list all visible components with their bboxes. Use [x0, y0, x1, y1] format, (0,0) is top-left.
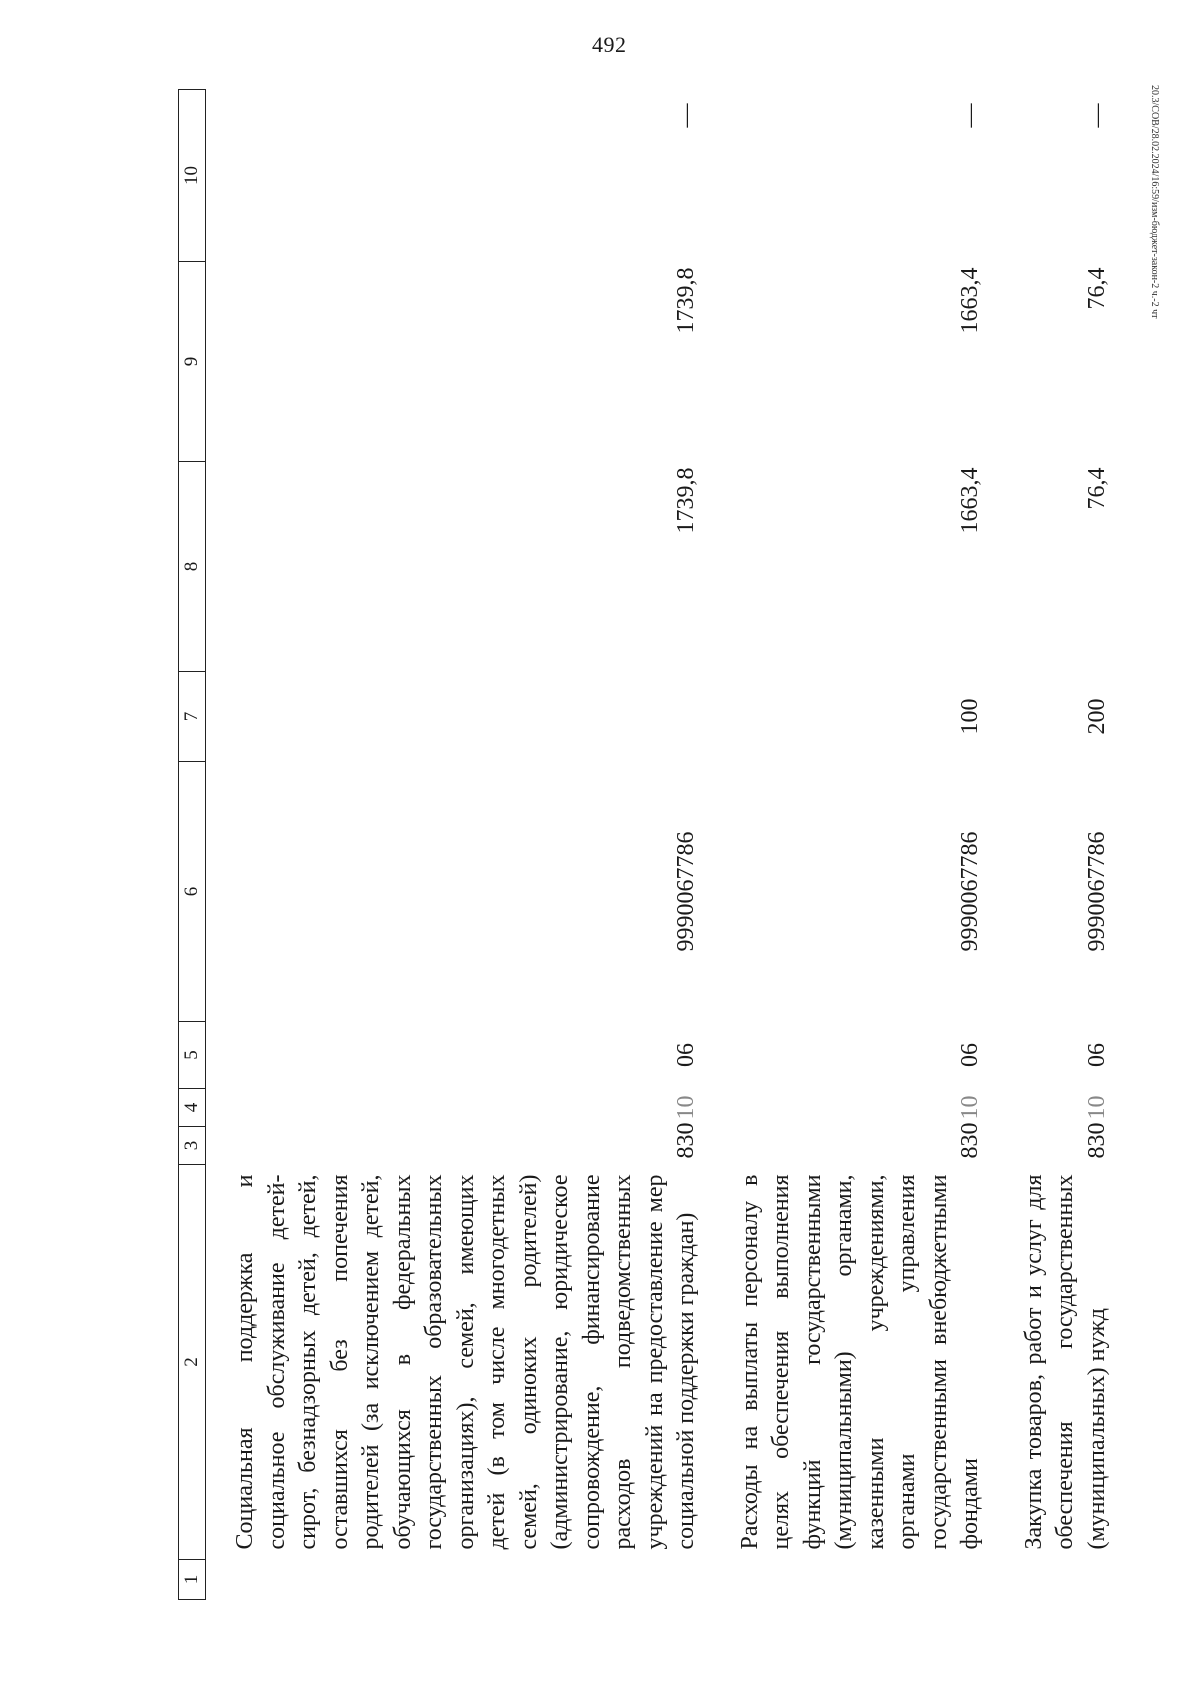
amount-total: 76,4	[1083, 467, 1110, 510]
subsection-code: 06	[1083, 1043, 1110, 1067]
table-row	[230, 90, 711, 1600]
table-container	[178, 90, 1200, 1600]
budget-table	[178, 89, 1121, 1600]
header-cell-1: 1	[179, 1560, 206, 1600]
header-cell-4: 4	[179, 1089, 206, 1127]
expense-description: Закупка товаров, работ и услуг для обеспечения государственных (муниципальных) нужд	[1020, 1174, 1110, 1550]
expense-type-code	[230, 672, 711, 762]
amount-col10: —	[673, 103, 699, 128]
header-cell-10: 10	[179, 90, 206, 262]
target-article-code: 9990067786	[957, 831, 983, 952]
table-row	[1019, 90, 1122, 1600]
header-cell-8: 8	[179, 462, 206, 672]
expense-description: Социальная поддержка и социальное обслуживание детей-сирот, безнадзорных детей, детей, оставшихся без попечения родителей (за исключением детей, обучающихся в федеральных государственных образовательных организациях), семей, имеющих детей (в том числе многодетных семей, одиноких родителей) (администрирование, юридическое сопровождение, финансирование расходов подведомственных учреждений на предоставление мер социальной поддержки граждан)	[232, 1174, 699, 1550]
subsection-code: 06	[957, 1043, 983, 1067]
target-article-code: 9990067786	[673, 831, 699, 952]
header-cell-3: 3	[179, 1127, 206, 1165]
expense-description: Расходы на выплаты персоналу в целях обеспечения выполнения функций государственными (муниципальными) органами, казенными учреждениями, органами управления государственными внебюджетными фондами	[736, 1174, 983, 1550]
header-cell-5: 5	[179, 1022, 206, 1089]
amount-col9: 1739,8	[673, 267, 699, 334]
header-cell-6: 6	[179, 762, 206, 1022]
ministry-code: 830	[957, 1122, 983, 1159]
expense-type-code: 100	[957, 698, 983, 735]
header-cell-2: 2	[179, 1165, 206, 1560]
document-stamp: 20.3/СОВ/28.02.2024/16:59/изм-бюджет-закон-2 ч.-2 чт	[1149, 85, 1160, 319]
amount-col9: 1663,4	[957, 267, 983, 334]
amount-col9: 76,4	[1083, 267, 1110, 310]
amount-col10: —	[957, 103, 983, 128]
header-cell-9: 9	[179, 262, 206, 462]
ministry-code: 830	[1083, 1122, 1110, 1159]
amount-total: 1739,8	[673, 467, 699, 534]
page-number: 492	[592, 32, 627, 57]
section-code: 10	[673, 1095, 699, 1120]
amount-col10: —	[1083, 103, 1110, 128]
ministry-code: 830	[673, 1122, 699, 1159]
header-cell-7: 7	[179, 672, 206, 762]
subsection-code: 06	[673, 1043, 699, 1067]
header-row	[179, 90, 206, 1600]
row-number-cell	[735, 1560, 995, 1600]
expense-type-code: 200	[1083, 698, 1110, 735]
section-code: 10	[957, 1095, 983, 1120]
amount-total: 1663,4	[957, 467, 983, 534]
section-code: 10	[1083, 1095, 1110, 1120]
row-number-cell	[1019, 1560, 1122, 1600]
table-row	[735, 90, 995, 1600]
target-article-code: 9990067786	[1083, 831, 1110, 952]
row-number-cell	[230, 1560, 711, 1600]
